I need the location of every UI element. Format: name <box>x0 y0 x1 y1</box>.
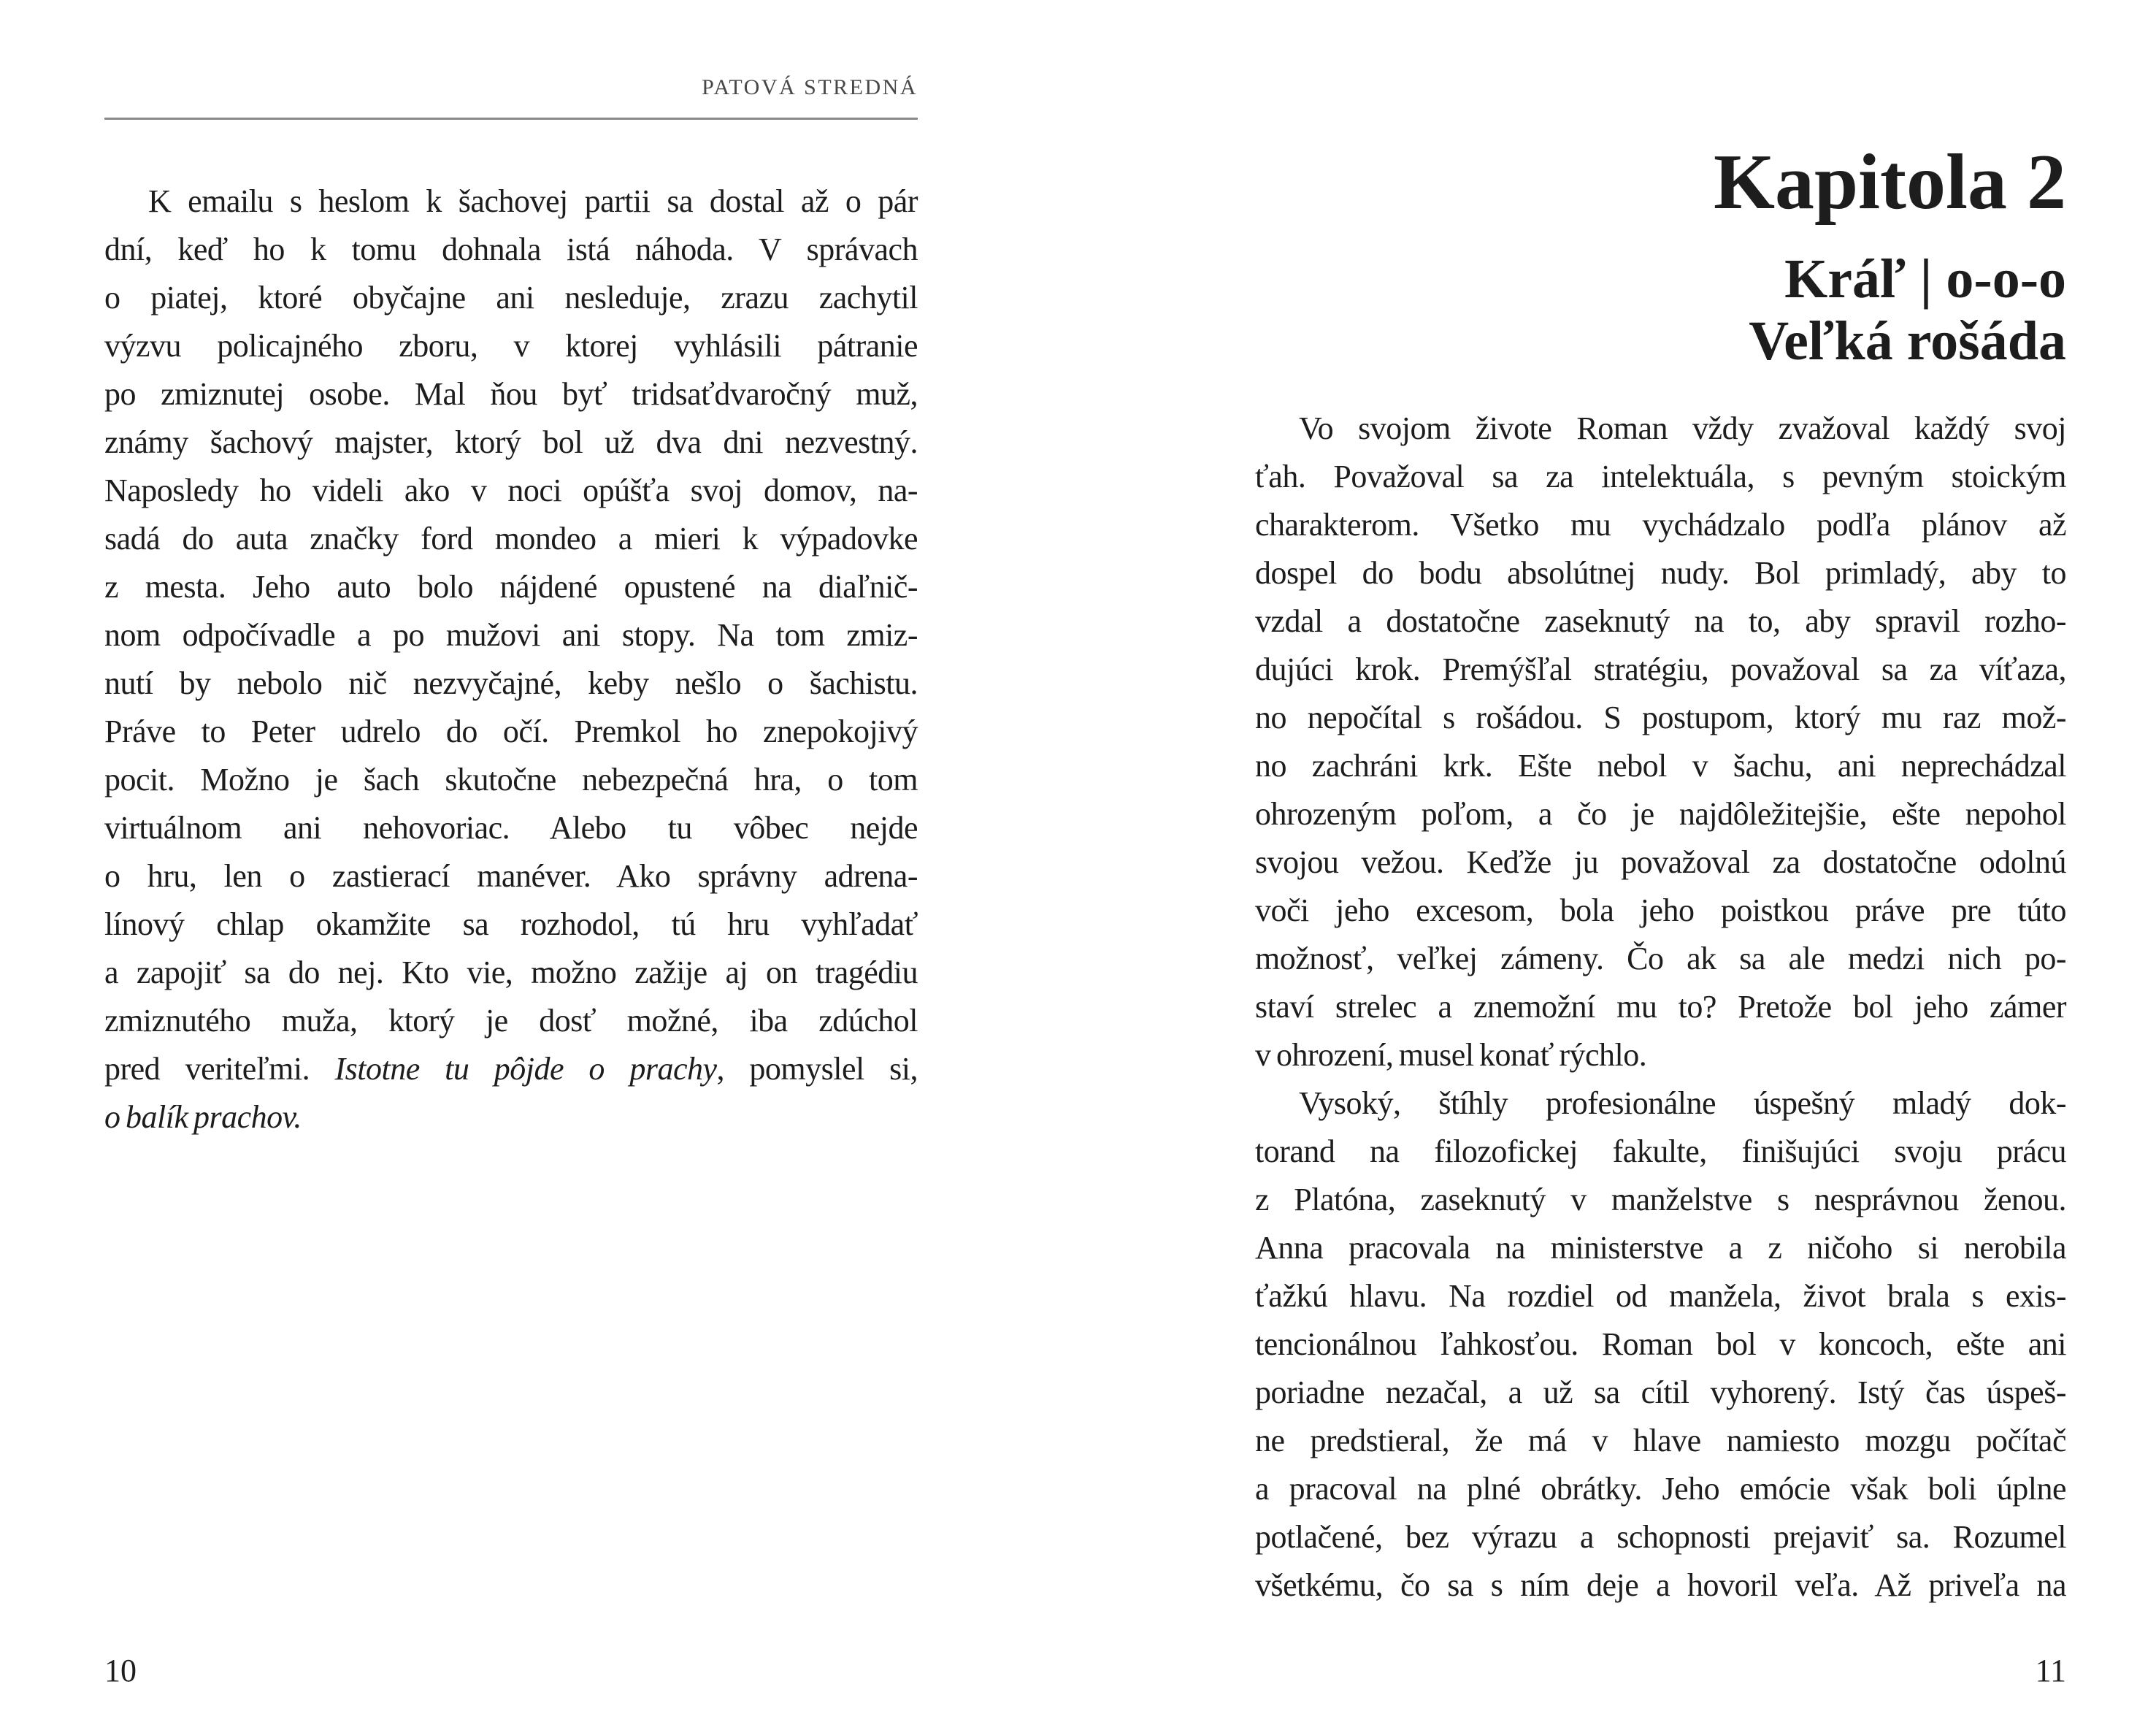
page-number-right: 11 <box>2035 1653 2066 1688</box>
text-line <box>1255 935 2066 983</box>
text-segment: Vysoký, štíhly profesionálne úspešný mladý dok- <box>1299 1085 2066 1121</box>
text-segment: torand na filozofickej fakulte, finišujúci svoju prácu <box>1255 1133 2066 1169</box>
text-line <box>1255 1417 2066 1465</box>
text-segment: no zachráni krk. Ešte nebol v šachu, ani neprechádzal <box>1255 748 2066 784</box>
text-line <box>1255 405 2066 453</box>
text-line <box>1255 1031 2066 1079</box>
text-segment: staví strelec a znemožní mu to? Pretože bol jeho zámer <box>1255 989 2066 1025</box>
text-line <box>104 804 918 852</box>
text-segment: voči jeho excesom, bola jeho poistkou práve pre túto <box>1255 892 2066 928</box>
running-header: PATOVÁ STREDNÁ <box>702 75 918 99</box>
text-line <box>104 177 918 226</box>
text-line <box>1255 453 2066 501</box>
text-segment: výzvu policajného zboru, v ktorej vyhlásili pátranie <box>104 328 918 364</box>
text-segment: svojou vežou. Keďže ju považoval za dostatočne odolnú <box>1255 844 2066 880</box>
text-segment: Vo svojom živote Roman vždy zvažoval každý svoj <box>1299 410 2066 446</box>
left-page <box>104 0 918 1725</box>
text-segment: z mesta. Jeho auto bolo nájdené opustené na diaľnič- <box>104 569 918 605</box>
italic-text-segment: Istotne tu pôjde o prachy <box>334 1051 717 1087</box>
text-segment: virtuálnom ani nehovoriac. Alebo tu vôbec nejde <box>104 810 918 846</box>
text-line <box>1255 1561 2066 1610</box>
text-segment: vzdal a dostatočne zaseknutý na to, aby spravil rozho- <box>1255 603 2066 639</box>
text-segment: zmiznutého muža, ktorý je dosť možné, iba zdúchol <box>104 1003 918 1039</box>
text-line <box>1255 838 2066 887</box>
text-segment: nutí by nebolo nič nezvyčajné, keby nešlo o šachistu. <box>104 665 918 701</box>
text-line <box>104 274 918 322</box>
text-line <box>1255 1272 2066 1320</box>
text-segment: po zmiznutej osobe. Mal ňou byť tridsaťdvaročný muž, <box>104 376 918 412</box>
italic-text-segment: o balík prachov. <box>104 1099 302 1135</box>
text-line <box>104 226 918 274</box>
text-segment: dujúci krok. Premýšľal stratégiu, považoval sa za víťaza, <box>1255 651 2066 687</box>
text-segment: Práve to Peter udrelo do očí. Premkol ho znepokojivý <box>104 714 918 749</box>
text-line <box>1255 1079 2066 1128</box>
text-segment: známy šachový majster, ktorý bol už dva dni nezvestný. <box>104 424 918 460</box>
text-line <box>104 1093 918 1141</box>
right-page <box>1255 0 2066 1725</box>
text-line <box>1255 1128 2066 1176</box>
text-segment: charakterom. Všetko mu vychádzalo podľa plánov až <box>1255 507 2066 543</box>
chapter-subtitle-line1: Kráľ | o-o-o <box>1784 248 2066 310</box>
text-segment: Anna pracovala na ministerstve a z ničoho si nerobila <box>1255 1230 2066 1266</box>
page-number-left: 10 <box>104 1653 137 1688</box>
text-line <box>1255 597 2066 646</box>
text-line <box>1255 742 2066 790</box>
text-line <box>104 515 918 563</box>
chapter-subtitle-line2: Veľká rošáda <box>1749 310 2066 372</box>
text-segment: dní, keď ho k tomu dohnala istá náhoda. V správach <box>104 232 918 267</box>
text-segment: a pracoval na plné obrátky. Jeho emócie však boli úplne <box>1255 1471 2066 1507</box>
text-line <box>1255 1224 2066 1272</box>
text-line <box>1255 501 2066 549</box>
text-line <box>104 370 918 418</box>
text-segment: ne predstieral, že má v hlave namiesto mozgu počítač <box>1255 1423 2066 1458</box>
text-line <box>1255 1513 2066 1561</box>
text-segment: z Platóna, zaseknutý v manželstve s nesprávnou ženou. <box>1255 1182 2066 1217</box>
text-line <box>1255 694 2066 742</box>
text-line <box>1255 549 2066 597</box>
chapter-title: Kapitola 2 <box>1713 139 2066 226</box>
text-line <box>104 900 918 949</box>
text-line <box>104 418 918 467</box>
text-line <box>1255 1465 2066 1513</box>
left-page-body <box>104 177 918 1141</box>
text-segment: dospel do bodu absolútnej nudy. Bol primladý, aby to <box>1255 555 2066 591</box>
chapter-subtitle <box>1749 248 2066 372</box>
text-segment: Naposledy ho videli ako v noci opúšťa svoj domov, na- <box>104 473 918 508</box>
text-segment: ťažkú hlavu. Na rozdiel od manžela, život brala s exis- <box>1255 1278 2066 1314</box>
text-segment: všetkému, čo sa s ním deje a hovoril veľa. Až priveľa na <box>1255 1567 2066 1603</box>
text-segment: v ohrození, musel konať rýchlo. <box>1255 1037 1647 1073</box>
text-segment: línový chlap okamžite sa rozhodol, tú hru vyhľadať <box>104 906 918 942</box>
text-line <box>1255 1176 2066 1224</box>
text-segment: a zapojiť sa do nej. Kto vie, možno zažije aj on tragédiu <box>104 955 918 990</box>
text-segment: , pomyslel si, <box>716 1051 918 1087</box>
text-line <box>1255 983 2066 1031</box>
text-line <box>104 997 918 1045</box>
text-segment: potlačené, bez výrazu a schopnosti prejaviť sa. Rozumel <box>1255 1519 2066 1555</box>
text-segment: sadá do auta značky ford mondeo a mieri k výpadovke <box>104 521 918 556</box>
text-line <box>1255 646 2066 694</box>
text-segment: tencionálnou ľahkosťou. Roman bol v koncoch, ešte ani <box>1255 1326 2066 1362</box>
header-rule <box>104 118 918 120</box>
text-line <box>1255 1369 2066 1417</box>
text-line <box>104 322 918 370</box>
text-line <box>104 659 918 708</box>
text-line <box>104 467 918 515</box>
text-segment: no nepočítal s rošádou. S postupom, ktorý mu raz mož- <box>1255 700 2066 735</box>
text-segment: K emailu s heslom k šachovej partii sa dostal až o pár <box>148 183 918 219</box>
text-line <box>1255 887 2066 935</box>
text-segment: ťah. Považoval sa za intelektuála, s pevným stoickým <box>1255 459 2066 494</box>
text-segment: pred veriteľmi. <box>104 1051 335 1087</box>
text-segment: nom odpočívadle a po mužovi ani stopy. Na tom zmiz- <box>104 617 918 653</box>
text-line <box>1255 790 2066 838</box>
text-line <box>104 756 918 804</box>
text-line <box>104 949 918 997</box>
text-line <box>104 611 918 659</box>
text-line <box>104 852 918 900</box>
text-line <box>104 563 918 611</box>
text-segment: poriadne nezačal, a už sa cítil vyhorený. Istý čas úspeš- <box>1255 1374 2066 1410</box>
text-segment: ohrozeným poľom, a čo je najdôležitejšie, ešte nepohol <box>1255 796 2066 832</box>
text-line <box>104 708 918 756</box>
text-segment: možnosť, veľkej zámeny. Čo ak sa ale medzi nich po- <box>1255 941 2066 976</box>
text-segment: o piatej, ktoré obyčajne ani nesleduje, zrazu zachytil <box>104 280 918 315</box>
text-line <box>1255 1320 2066 1369</box>
right-page-body <box>1255 405 2066 1610</box>
text-segment: o hru, len o zastierací manéver. Ako správny adrena- <box>104 858 918 894</box>
text-segment: pocit. Možno je šach skutočne nebezpečná hra, o tom <box>104 762 918 798</box>
text-line <box>104 1045 918 1093</box>
